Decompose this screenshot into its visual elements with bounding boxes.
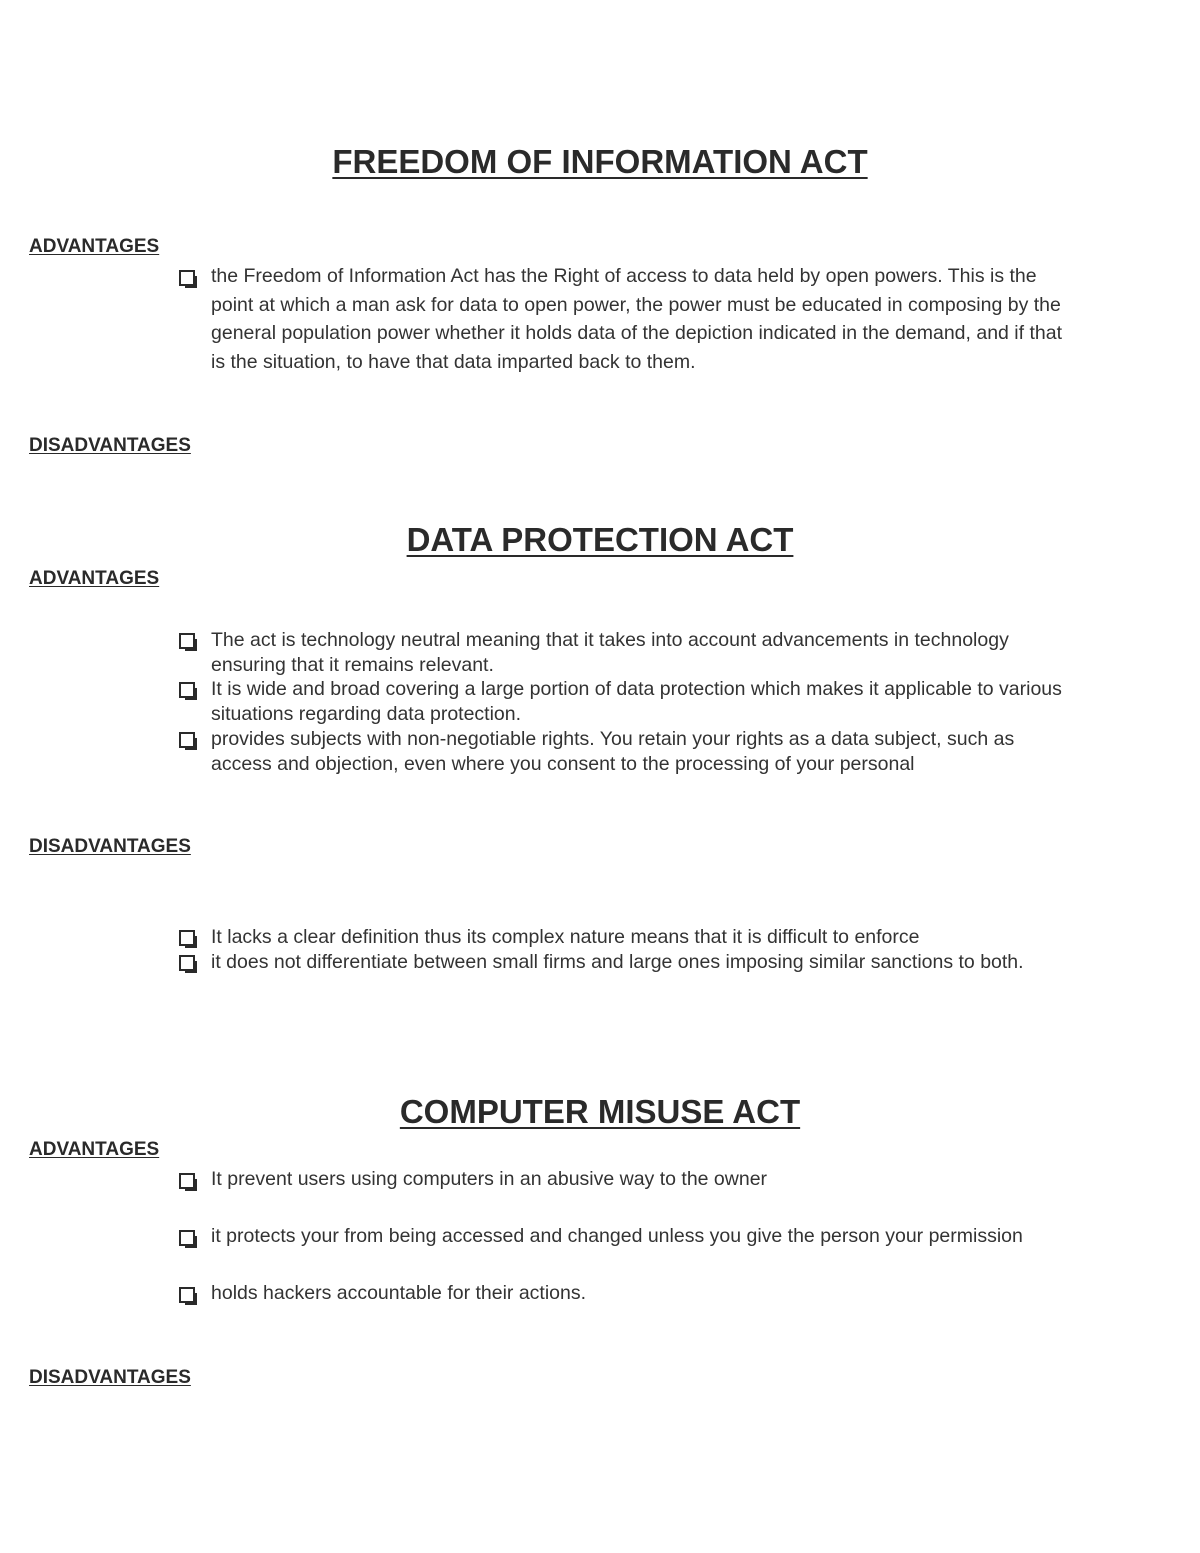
disadvantages-heading-cma: DISADVANTAGES bbox=[29, 1367, 191, 1388]
checkbox-icon bbox=[179, 1230, 195, 1246]
checkbox-icon bbox=[179, 1173, 195, 1189]
list-item bbox=[176, 262, 1076, 376]
checkbox-icon bbox=[179, 1287, 195, 1303]
list-item bbox=[176, 1165, 1076, 1194]
list-item-text: the Freedom of Information Act has the Right of access to data held by open powers. This is the point at which a man ask for data to open power, the power must be educated in composing by the general population power whether it holds data of the depiction indicated in the demand, and if that is the situation, to have that data imparted back to them. bbox=[211, 265, 1063, 373]
checkbox-icon bbox=[179, 633, 195, 649]
list-item bbox=[176, 925, 1076, 950]
checkbox-icon bbox=[179, 682, 195, 698]
checkbox-icon bbox=[179, 732, 195, 748]
advantages-heading-cma: ADVANTAGES bbox=[29, 1139, 160, 1160]
list-item-text: It lacks a clear definition thus its complex nature means that it is difficult to enforce bbox=[211, 926, 920, 948]
section-title-foi: FREEDOM OF INFORMATION ACT bbox=[332, 143, 868, 180]
list-item-text: provides subjects with non-negotiable rights. You retain your rights as a data subject, such as access and objection, even where you consent to the processing of your personal bbox=[211, 727, 1015, 775]
list-item bbox=[176, 677, 1076, 726]
advantages-list-foi bbox=[176, 262, 1076, 376]
advantages-list-dpa bbox=[176, 628, 1076, 776]
advantages-heading-foi: ADVANTAGES bbox=[29, 236, 160, 257]
advantages-heading-dpa: ADVANTAGES bbox=[29, 568, 160, 589]
list-item bbox=[176, 1279, 1076, 1308]
list-item bbox=[176, 1222, 1076, 1251]
list-item-text: holds hackers accountable for their actions. bbox=[211, 1282, 587, 1304]
list-item bbox=[176, 628, 1076, 677]
disadvantages-heading-dpa: DISADVANTAGES bbox=[29, 836, 191, 857]
section-title-dpa: DATA PROTECTION ACT bbox=[406, 521, 794, 558]
list-item-text: it protects your from being accessed and changed unless you give the person your permission bbox=[211, 1225, 1023, 1247]
checkbox-icon bbox=[179, 955, 195, 971]
list-item bbox=[176, 727, 1076, 776]
disadvantages-list-dpa bbox=[176, 925, 1076, 974]
list-item bbox=[176, 950, 1076, 975]
advantages-list-cma bbox=[176, 1165, 1076, 1336]
checkbox-icon bbox=[179, 270, 195, 286]
list-item-text: it does not differentiate between small firms and large ones imposing similar sanctions to both. bbox=[211, 950, 1024, 973]
list-item-text: It is wide and broad covering a large portion of data protection which makes it applicable to various situations regarding data protection. bbox=[211, 678, 1062, 726]
checkbox-icon bbox=[179, 930, 195, 946]
disadvantages-heading-foi: DISADVANTAGES bbox=[29, 435, 191, 456]
section-title-cma: COMPUTER MISUSE ACT bbox=[399, 1093, 801, 1130]
list-item-text: It prevent users using computers in an abusive way to the owner bbox=[211, 1168, 768, 1190]
list-item-text: The act is technology neutral meaning that it takes into account advancements in technology ensuring that it remains relevant. bbox=[211, 629, 1009, 676]
